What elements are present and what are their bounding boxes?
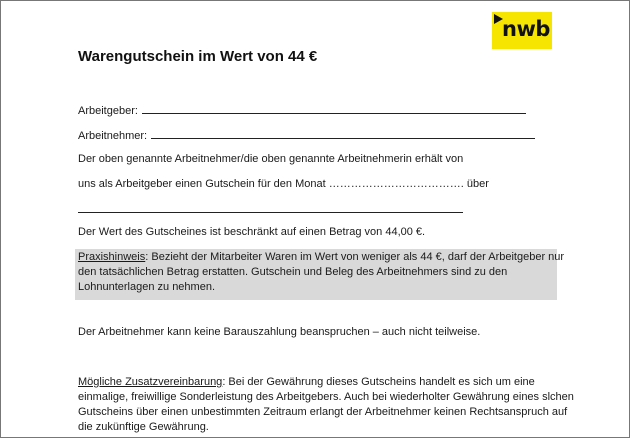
amount-blank-line [78,212,463,213]
over-text: über [466,178,489,190]
month-text: uns als Arbeitgeber einen Gutschein für den Monat [78,178,326,190]
body-line-2 [78,178,489,190]
additional-line-3: Gutscheins über einen unbestimmten Zeitraum erlangt der Arbeitnehmer keinen Rechtsanspruch auf [78,406,568,418]
nwb-logo [492,12,552,49]
practice-note [78,250,564,295]
document-title: Warengutschein im Wert von 44 € [78,48,318,65]
practice-note-label: Praxishinweis [78,251,146,263]
month-dots: ………………………………. [328,178,464,190]
additional-agreement [78,375,574,435]
no-cash-text: Der Arbeitnehmer kann keine Barauszahlung beanspruchen – auch nicht teilweise. [78,326,481,338]
employee-field [78,128,535,142]
additional-line-4: die zukünftige Gewährung. [78,421,209,433]
employee-blank-line [151,128,535,139]
limit-text: Der Wert des Gutscheines ist beschränkt auf einen Betrag von 44,00 €. [78,226,426,238]
practice-note-line-2: den tatsächlichen Betrag erstatten. Gutschein und Beleg des Arbeitnehmers sind zu den [78,266,508,278]
additional-agreement-label: Mögliche Zusatzvereinbarung [78,376,223,388]
employer-label: Arbeitgeber: [78,105,138,117]
employer-field [78,103,526,117]
additional-line-1: : Bei der Gewährung dieses Gutscheins handelt es sich um eine [222,376,535,388]
practice-note-line-3: Lohnunterlagen zu nehmen. [78,281,215,293]
body-line-1: Der oben genannte Arbeitnehmer/die oben genannte Arbeitnehmerin erhält von [78,153,464,165]
employer-blank-line [142,103,526,114]
additional-line-2: einmalige, freiwillige Sonderleistung des Arbeitgebers. Auch bei wiederholter Gewährung eines slchen [78,391,574,403]
practice-note-line-1: : Bezieht der Mitarbeiter Waren im Wert von weniger als 44 €, darf der Arbeitgeber nur [145,251,565,263]
employee-label: Arbeitnehmer: [78,130,148,142]
logo-text: nwb [502,17,550,41]
